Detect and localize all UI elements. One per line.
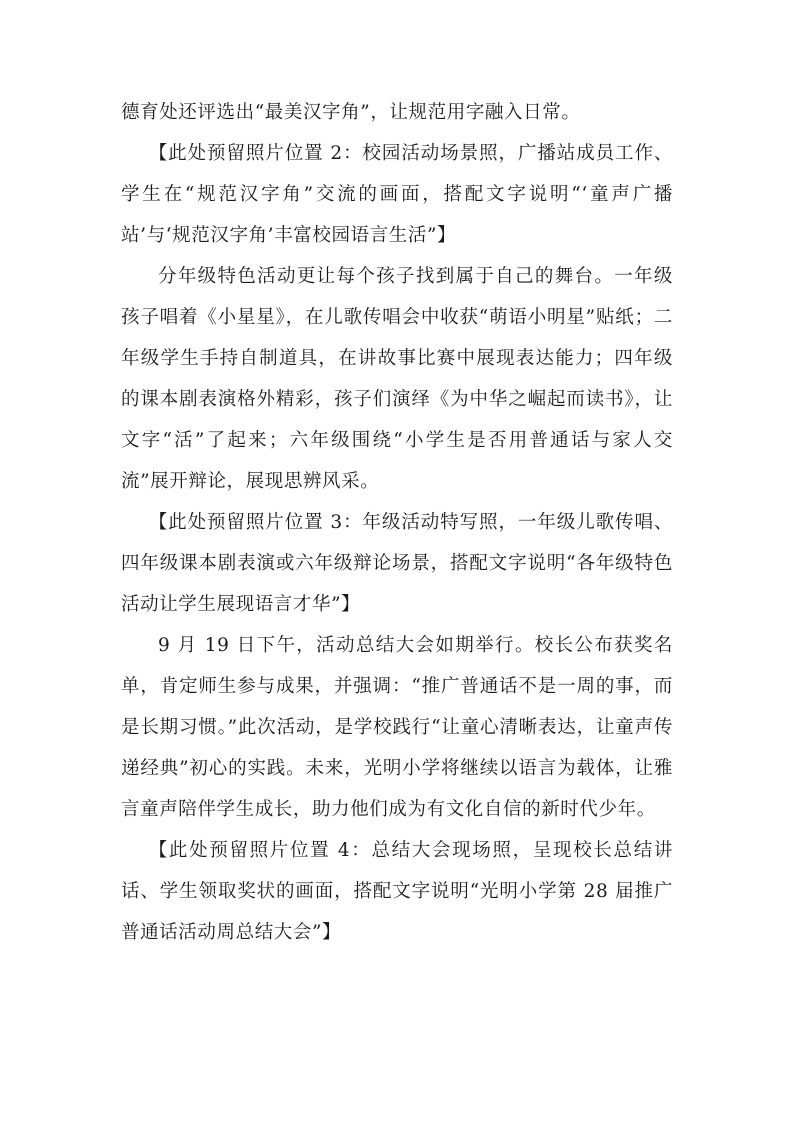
photo-placeholder-note-4: 【此处预留照片位置 4：总结大会现场照，呈现校长总结讲话、学生领取奖状的画面，搭配文字说明“光明小学第 28 届推广普通话活动周总结大会”】 xyxy=(121,840,673,943)
paragraph-continuation: 德育处还评选出“最美汉字角”，让规范用字融入日常。 xyxy=(121,102,581,123)
photo-placeholder-note-3: 【此处预留照片位置 3：年级活动特写照，一年级儿歌传唱、四年级课本剧表演或六年级辩论场景，搭配文字说明“各年级特色活动让学生展现语言才华”】 xyxy=(121,512,673,615)
document-page xyxy=(121,92,673,953)
paragraph-summary-meeting: 9 月 19 日下午，活动总结大会如期举行。校长公布获奖名单，肯定师生参与成果，并强调：“推广普通话不是一周的事，而是长期习惯。”此次活动，是学校践行“让童心清晰表达，让童声传递经典”初心的实践。未来，光明小学将继续以语言为载体，让雅言童声陪伴学生成长，助力他们成为有文化自信的新时代少年。 xyxy=(121,635,673,820)
paragraph-grade-activities: 分年级特色活动更让每个孩子找到属于自己的舞台。一年级孩子唱着《小星星》，在儿歌传唱会中收获“萌语小明星”贴纸；二年级学生手持自制道具，在讲故事比赛中展现表达能力；四年级的课本剧表演格外精彩，孩子们演绎《为中华之崛起而读书》，让文字“活”了起来；六年级围绕“小学生是否用普通话与家人交流”展开辩论，展现思辨风采。 xyxy=(121,266,673,492)
photo-placeholder-note-2: 【此处预留照片位置 2：校园活动场景照，广播站成员工作、学生在“规范汉字角”交流的画面，搭配文字说明“‘童声广播站’与‘规范汉字角’丰富校园语言生活”】 xyxy=(121,143,673,246)
